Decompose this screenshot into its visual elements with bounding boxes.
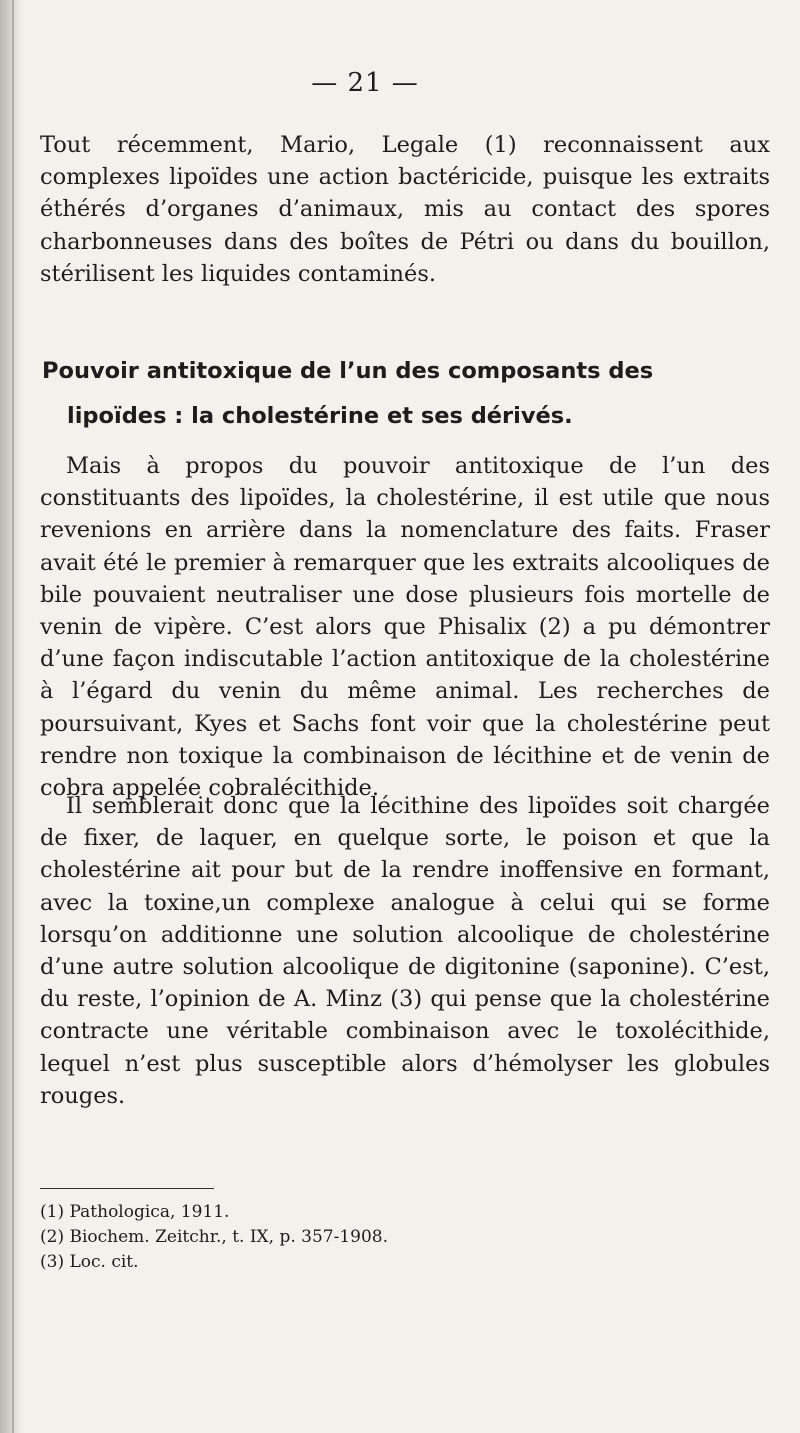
- footnote-1: (1) Pathologica, 1911.: [40, 1202, 230, 1222]
- footnotes: [40, 1200, 640, 1275]
- binding-line: [12, 0, 14, 1433]
- section-heading: [42, 349, 762, 439]
- footnote-3: (3) Loc. cit.: [40, 1252, 139, 1272]
- paragraph-conclusion: Il semblerait donc que la lécithine des lipoïdes soit chargée de fixer, de laquer, en quelque sorte, le poison et que la cholestérine ait pour but de la rendre inoffensive en formant, avec la toxine,un complexe analogue à celui qui se forme lorsqu’on additionne une solution alcoolique de cholestérine d’une autre solution alcoolique de digitonine (saponine). C’est, du reste, l’opinion de A. Minz (3) qui pense que la cholestérine contracte une véritable combinaison avec le toxolécithide, lequel n’est plus susceptible alors d’hémolyser les globules rouges.: [40, 793, 770, 1109]
- section-heading-line-1: Pouvoir antitoxique de l’un des composants des: [42, 358, 654, 384]
- paragraph-intro: Tout récemment, Mario, Legale (1) reconnaissent aux complexes lipoïdes une action bactéricide, puisque les extraits éthérés d’organes d’animaux, mis au contact des spores charbonneuses dans des boîtes de Pétri ou dans du bouillon, stérilisent les liquides contaminés.: [40, 132, 770, 287]
- footnote-separator: [40, 1188, 214, 1189]
- footnote-2: (2) Biochem. Zeitchr., t. IX, p. 357-1908.: [40, 1227, 389, 1247]
- page-number: — 21 —: [311, 68, 419, 98]
- section-heading-line-2: lipoïdes : la cholestérine et ses dérivés.: [67, 403, 573, 429]
- paragraph-main: Mais à propos du pouvoir antitoxique de l’un des constituants des lipoïdes, la cholestérine, il est utile que nous revenions en arrière dans la nomenclature des faits. Fraser avait été le premier à remarquer que les extraits alcooliques de bile pouvaient neutraliser une dose plusieurs fois mortelle de venin de vipère. C’est alors que Phisalix (2) a pu démontrer d’une façon indiscutable l’action antitoxique de la cholestérine à l’égard du venin du même animal. Les recherches de poursuivant, Kyes et Sachs font voir que la cholestérine peut rendre non toxique la combinaison de lécithine et de venin de cobra appelée cobralécithide.: [40, 453, 770, 802]
